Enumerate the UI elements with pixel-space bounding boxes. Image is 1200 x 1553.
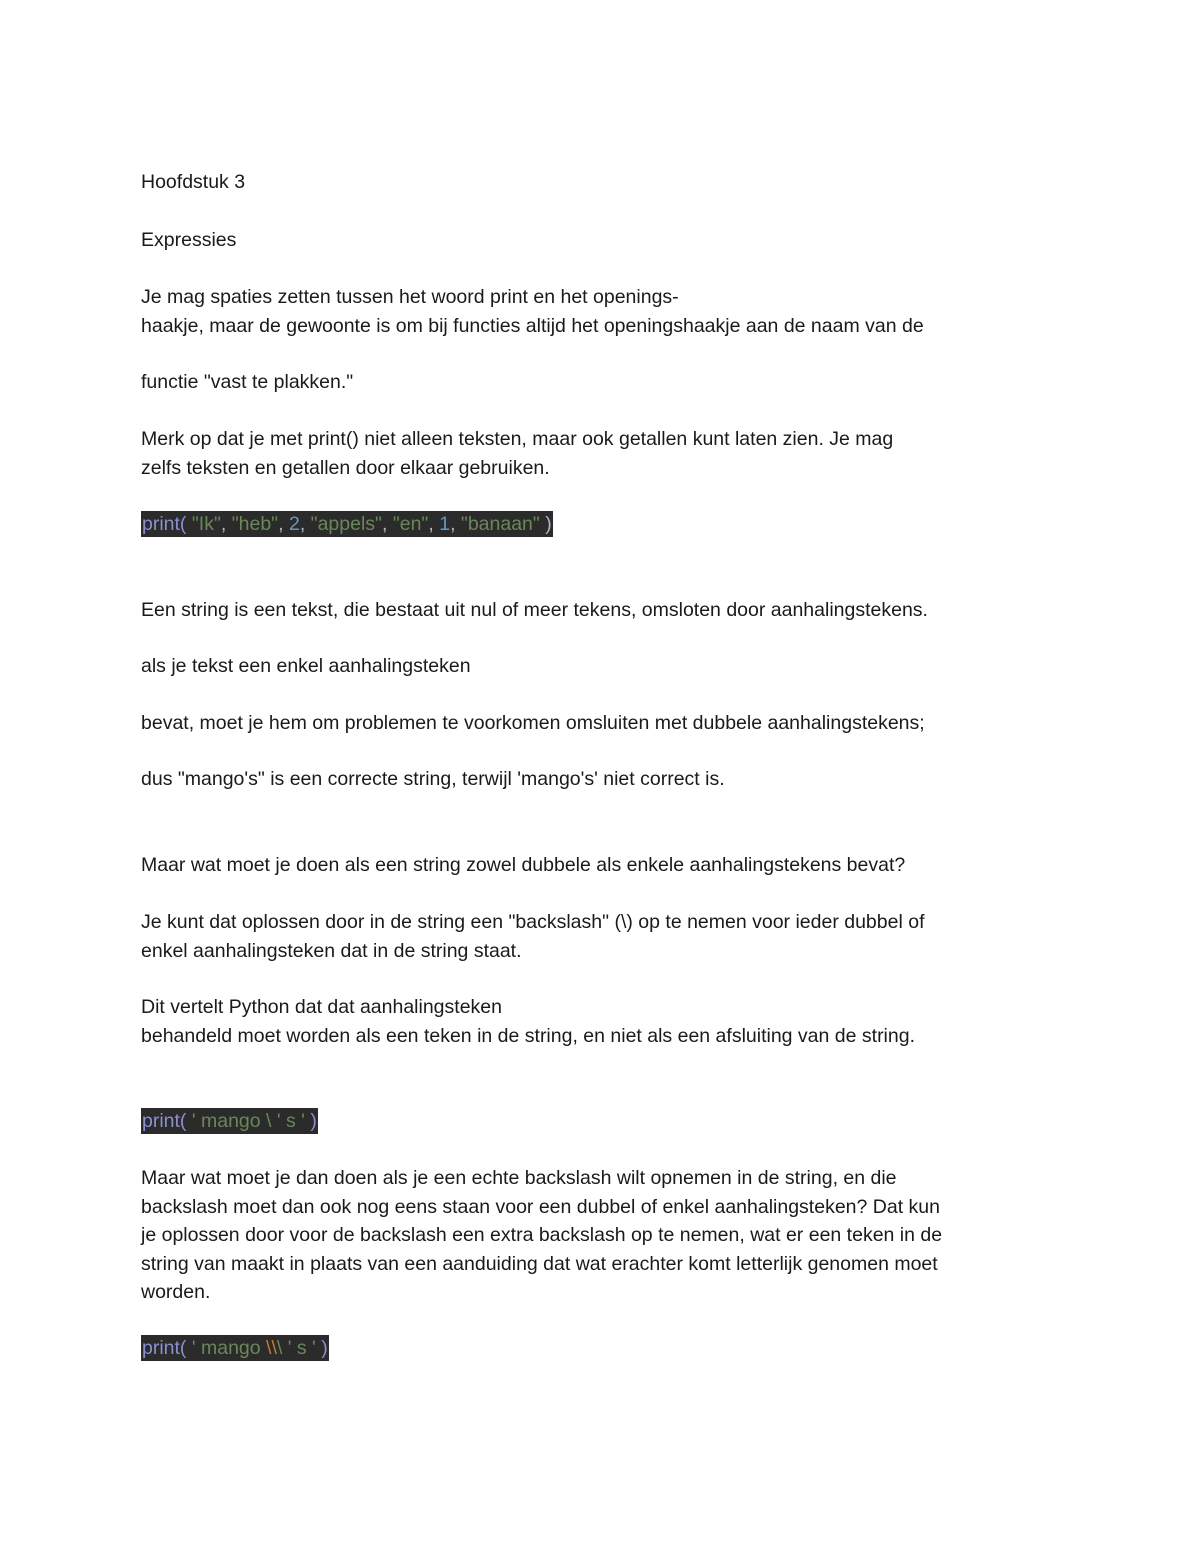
text-line: backslash moet dan ook nog eens staan voor een dubbel of enkel aanhalingsteken? Dat kun (141, 1195, 940, 1218)
text-line: Merk op dat je met print() niet alleen teksten, maar ook getallen kunt laten zien. Je mag (141, 428, 894, 450)
code-token: ) (321, 1337, 328, 1359)
paragraph-both-quotes-question: Maar wat moet je doen als een string zowel dubbele als enkele aanhalingstekens bevat? (141, 854, 906, 876)
code-token: \\ (266, 1337, 277, 1359)
code-token: \ ' s ' (276, 1337, 322, 1359)
text-line: zelfs teksten en getallen door elkaar gebruiken. (141, 456, 550, 479)
code-token: ) (539, 513, 552, 535)
code-token: , (220, 513, 232, 535)
code-token: "appels" (310, 513, 382, 535)
text-line: behandeld moet worden als een teken in de string, en niet als een afsluiting van de string. (141, 1024, 916, 1047)
code-token: ) (310, 1110, 317, 1132)
paragraph-backslash (141, 908, 925, 965)
section-heading: Expressies (141, 229, 237, 251)
code-snippet-escaped-backslash (141, 1335, 329, 1361)
paragraph-single-quote: als je tekst een enkel aanhalingsteken (141, 655, 471, 677)
paragraph-print-numbers (141, 425, 893, 482)
code-token: , (299, 513, 311, 535)
paragraph-mango-example: dus "mango's" is een correcte string, terwijl 'mango's' niet correct is. (141, 768, 725, 790)
text-line: haakje, maar de gewoonte is om bij functies altijd het openingshaakje aan de naam van de (141, 314, 924, 337)
code-token: , (450, 513, 461, 535)
code-token: ' mango \ ' s ' (186, 1110, 311, 1132)
code-token: "Ik" (186, 513, 221, 535)
text-line: Je kunt dat oplossen door in de string een "backslash" (\) op te nemen voor ieder dubbel of (141, 911, 925, 933)
code-token: print( (142, 513, 187, 535)
code-token: , (278, 513, 289, 535)
paragraph-vast-plakken: functie "vast te plakken." (141, 371, 354, 393)
code-token: "banaan" (460, 513, 540, 535)
text-line: worden. (141, 1281, 211, 1303)
text-line: enkel aanhalingsteken dat in de string staat. (141, 939, 522, 962)
paragraph-print-spacing (141, 283, 924, 340)
code-token: , (381, 513, 393, 535)
paragraph-string-definition: Een string is een tekst, die bestaat uit nul of meer tekens, omsloten door aanhalingstekens. (141, 599, 928, 621)
text-line: Je mag spaties zetten tussen het woord print en het openings- (141, 286, 679, 308)
code-token: print( (142, 1110, 187, 1132)
code-token: 2 (288, 513, 300, 535)
code-snippet-print-mixed (141, 511, 553, 537)
text-line: Maar wat moet je dan doen als je een echte backslash wilt opnemen in de string, en die (141, 1167, 897, 1189)
chapter-heading: Hoofdstuk 3 (141, 171, 246, 193)
code-token: "en" (392, 513, 429, 535)
text-line: je oplossen door voor de backslash een extra backslash op te nemen, wat er een teken in de (141, 1224, 943, 1246)
text-line: Dit vertelt Python dat dat aanhalingsteken (141, 996, 502, 1018)
code-token: "heb" (231, 513, 279, 535)
paragraph-double-quotes: bevat, moet je hem om problemen te voorkomen omsluiten met dubbele aanhalingstekens; (141, 712, 925, 734)
code-token: print( (142, 1337, 187, 1359)
paragraph-real-backslash (141, 1164, 942, 1307)
code-token: ' mango (186, 1337, 267, 1359)
paragraph-python-explanation (141, 993, 915, 1050)
code-token: , (428, 513, 440, 535)
code-token: 1 (439, 513, 451, 535)
code-snippet-escaped-quote (141, 1108, 318, 1134)
text-line: string van maakt in plaats van een aanduiding dat wat erachter komt letterlijk genomen moet (141, 1252, 938, 1275)
